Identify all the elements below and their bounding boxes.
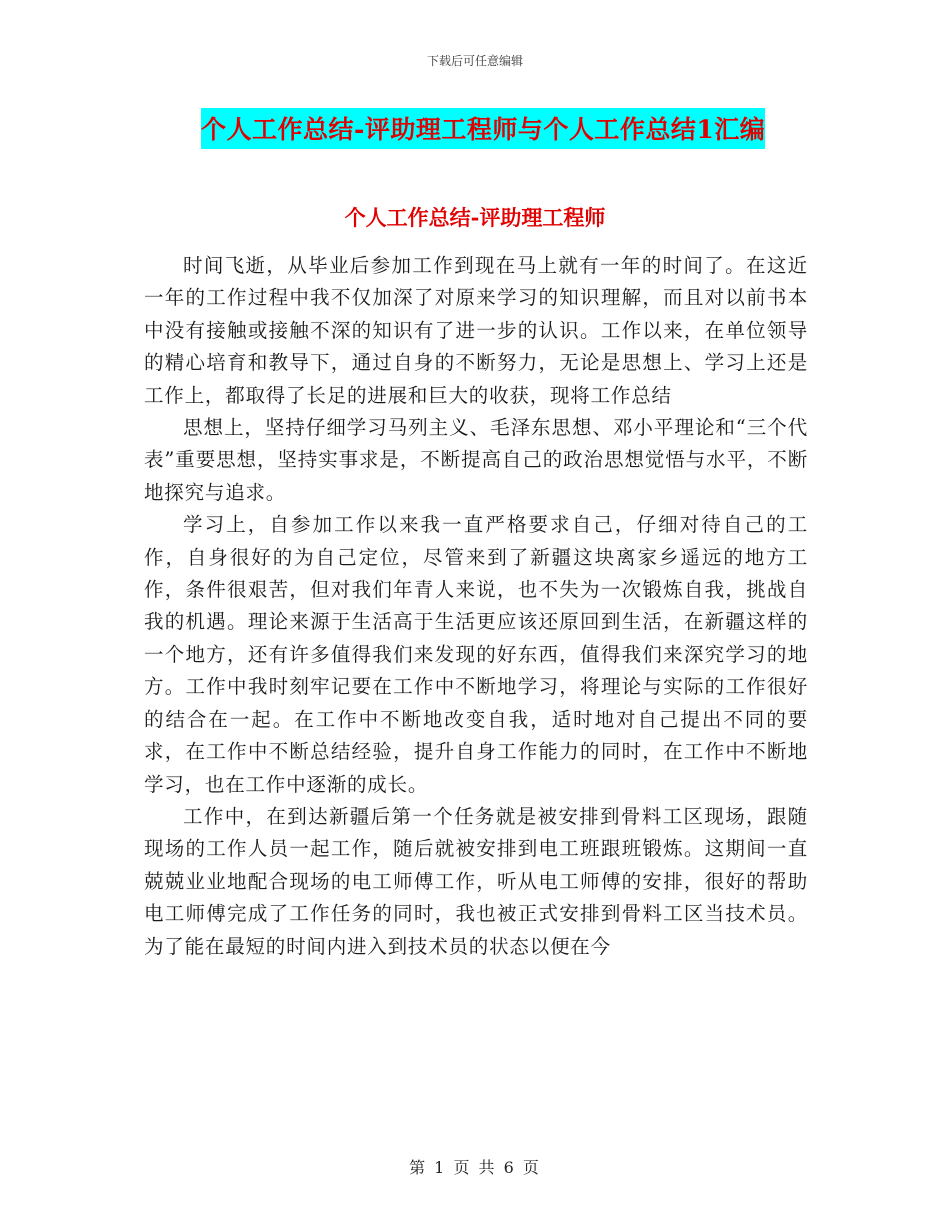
paragraph-thought: 思想上，坚持仔细学习马列主义、毛泽东思想、邓小平理论和“三个代表”重要思想，坚持实事求是，不断提高自己的政治思想觉悟与水平，不断地探究与追求。 [144,416,808,504]
paragraph-work: 工作中，在到达新疆后第一个任务就是被安排到骨料工区现场，跟随现场的工作人员一起工作，随后就被安排到电工班跟班锻炼。这期间一直兢兢业业地配合现场的电工师傅工作，听从电工师傅的安排，很好的帮助电工师傅完成了工作任务的同时，我也被正式安排到骨料工区当技术员。为了能在最短的时间内进入到技术员的状态以便在今 [144,804,808,958]
page-number: 第 1 页 共 6 页 [409,1158,541,1177]
paragraph-intro: 时间飞逝，从毕业后参加工作到现在马上就有一年的时间了。在这近一年的工作过程中我不仅加深了对原来学习的知识理解，而且对以前书本中没有接触或接触不深的知识有了进一步的认识。工作以来，在单位领导的精心培育和教导下，通过自身的不断努力，无论是思想上、学习上还是工作上，都取得了长足的进展和巨大的收获，现将工作总结 [144,254,808,407]
document-body [144,250,808,963]
paragraph-study: 学习上，自参加工作以来我一直严格要求自己，仔细对待自己的工作，自身很好的为自己定位，尽管来到了新疆这块离家乡遥远的地方工作，条件很艰苦，但对我们年青人来说，也不失为一次锻炼自我，挑战自我的机遇。理论来源于生活高于生活更应该还原回到生活，在新疆这样的一个地方，还有许多值得我们来发现的好东西，值得我们来深究学习的地方。工作中我时刻牢记要在工作中不断地学习，将理论与实际的工作很好的结合在一起。在工作中不断地改变自我，适时地对自己提出不同的要求，在工作中不断总结经验，提升自身工作能力的同时，在工作中不断地学习，也在工作中逐渐的成长。 [144,513,808,796]
document-title: 个人工作总结-评助理工程师与个人工作总结1汇编 [201,108,765,149]
header-note: 下载后可任意编辑 [426,54,523,68]
section-title: 个人工作总结-评助理工程师 [344,205,606,230]
